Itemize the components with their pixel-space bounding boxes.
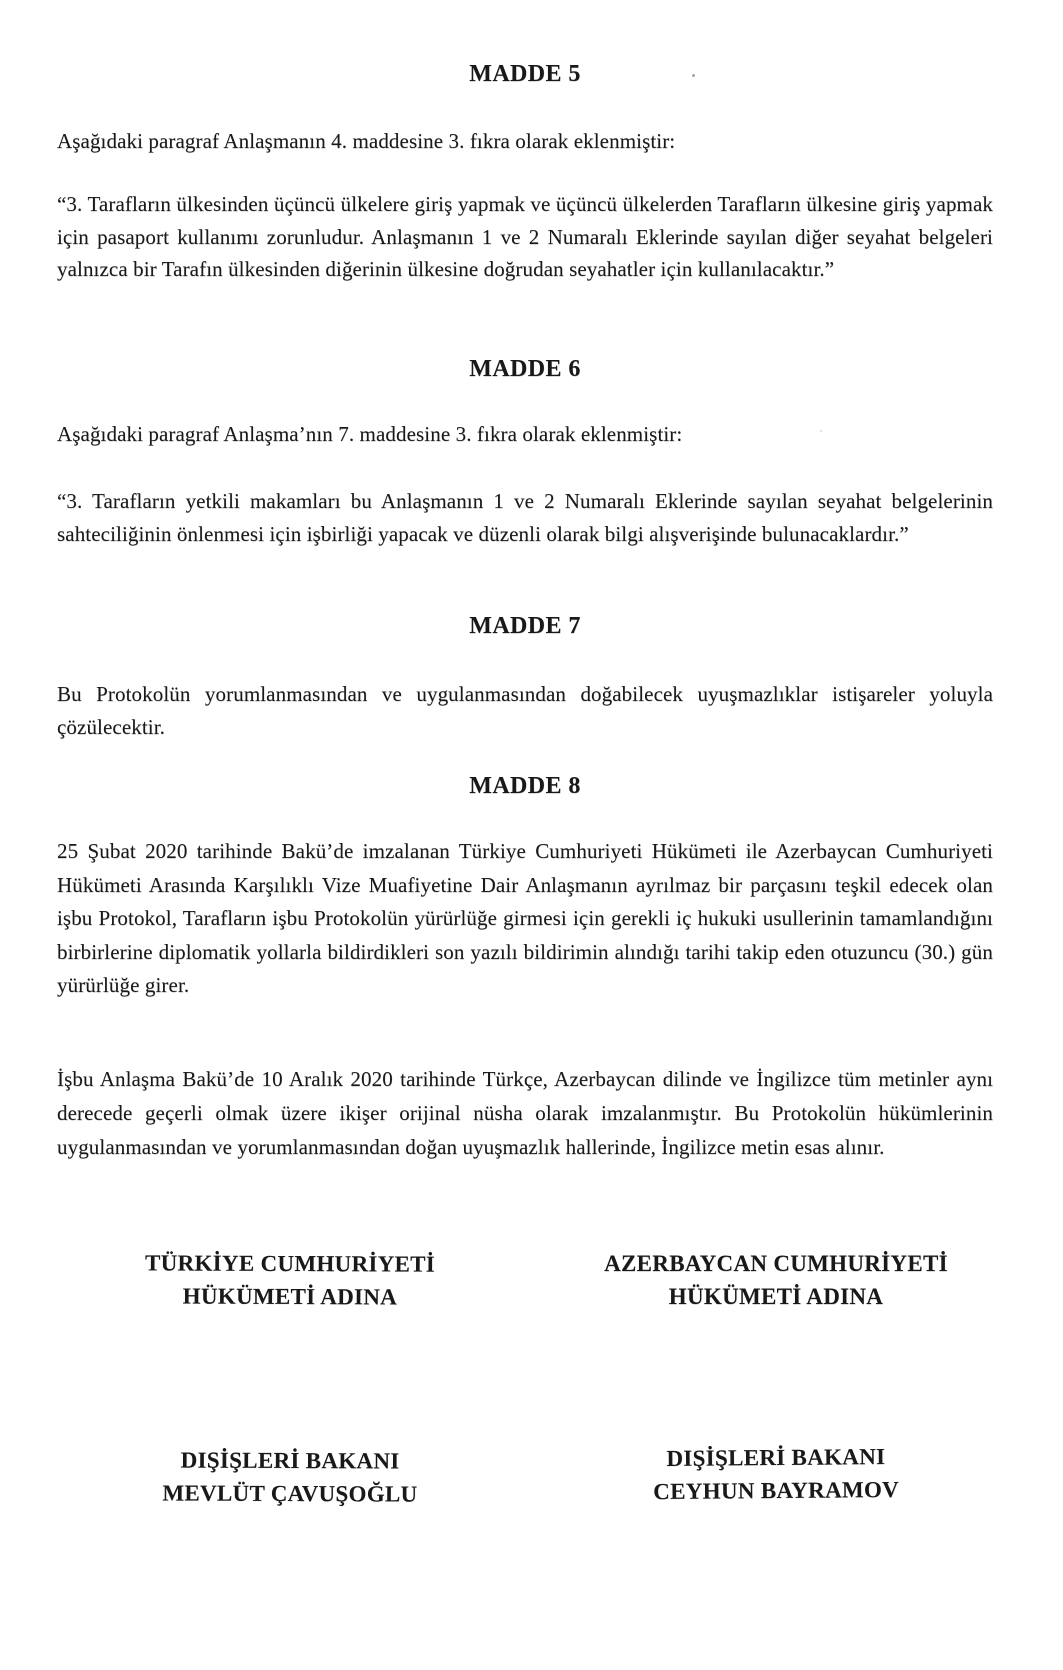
madde-6-intro-paragraph: Aşağıdaki paragraf Anlaşma’nın 7. maddesine 3. fıkra olarak eklenmiştir: xyxy=(57,422,683,446)
section-heading-madde-5: MADDE 5 xyxy=(469,61,581,87)
signatory-turkey-title: DIŞİŞLERİ BAKANI xyxy=(180,1447,400,1474)
scan-speck xyxy=(692,74,695,77)
signatory-azerbaijan-name: CEYHUN BAYRAMOV xyxy=(653,1476,900,1505)
madde-5-quoted-paragraph: “3. Tarafların ülkesinden üçüncü ülkelere giriş yapmak ve üçüncü ülkelerden Tarafların ülkesine giriş yapmak için pasaport kullanımı zorunludur. Anlaşmanın 1 ve 2 Numaralı Eklerinde sayılan diğer seyahat belgeleri yalnızca bir Tarafın ülkesinden diğerinin ülkesine doğrudan seyahatler için kullanılacaktır.” xyxy=(57,192,993,281)
signature-party-azerbaijan-line2: HÜKÜMETİ ADINA xyxy=(668,1284,884,1309)
madde-6-quoted-paragraph: “3. Tarafların yetkili makamları bu Anlaşmanın 1 ve 2 Numaralı Eklerinde sayılan seyahat belgelerinin sahteciliğinin önlenmesi için işbirliği yapacak ve düzenli olarak bilgi alışverişinde bulunacaklardır.” xyxy=(57,489,993,546)
signature-party-azerbaijan xyxy=(580,1247,972,1313)
section-heading-madde-7: MADDE 7 xyxy=(469,613,581,639)
section-heading-madde-8: MADDE 8 xyxy=(469,773,581,799)
signatory-turkey xyxy=(110,1443,470,1511)
scan-speck xyxy=(820,430,822,432)
signature-party-turkey xyxy=(110,1246,470,1314)
signature-party-azerbaijan-line1: AZERBAYCAN CUMHURİYETİ xyxy=(604,1251,948,1276)
signature-party-turkey-line1: TÜRKİYE CUMHURİYETİ xyxy=(144,1250,436,1277)
signatory-azerbaijan xyxy=(580,1439,973,1508)
section-heading-madde-6: MADDE 6 xyxy=(469,356,581,382)
signatory-turkey-name: MEVLÜT ÇAVUŞOĞLU xyxy=(162,1480,418,1507)
closing-paragraph: İşbu Anlaşma Bakü’de 10 Aralık 2020 tarihinde Türkçe, Azerbaycan dilinde ve İngilizce tüm metinler aynı derecede geçerli olmak üzere ikişer orijinal nüsha olarak imzalanmıştır. Bu Protokolün hükümlerinin uygulanmasından ve yorumlanmasından doğan uyuşmazlık hallerinde, İngilizce metin esas alınır. xyxy=(57,1067,993,1159)
madde-8-body-paragraph: 25 Şubat 2020 tarihinde Bakü’de imzalanan Türkiye Cumhuriyeti Hükümeti ile Azerbaycan Cumhuriyeti Hükümeti Arasında Karşılıklı Vize Muafiyetine Dair Anlaşmanın ayrılmaz bir parçasını teşkil edecek olan işbu Protokol, Tarafların işbu Protokolün yürürlüğe girmesi için gerekli iç hukuki usullerinin tamamlandığını birbirlerine diplomatik yollarla bildirdikleri son yazılı bildirimin alındığı tarihi takip eden otuzuncu (30.) gün yürürlüğe girer. xyxy=(57,839,993,997)
madde-7-body-paragraph: Bu Protokolün yorumlanmasından ve uygulanmasından doğabilecek uyuşmazlıklar istişareler yoluyla çözülecektir. xyxy=(57,682,993,739)
signature-party-turkey-line2: HÜKÜMETİ ADINA xyxy=(182,1283,398,1310)
madde-5-intro-paragraph: Aşağıdaki paragraf Anlaşmanın 4. maddesine 3. fıkra olarak eklenmiştir: xyxy=(57,129,676,153)
signatory-azerbaijan-title: DIŞİŞLERİ BAKANI xyxy=(666,1444,886,1471)
